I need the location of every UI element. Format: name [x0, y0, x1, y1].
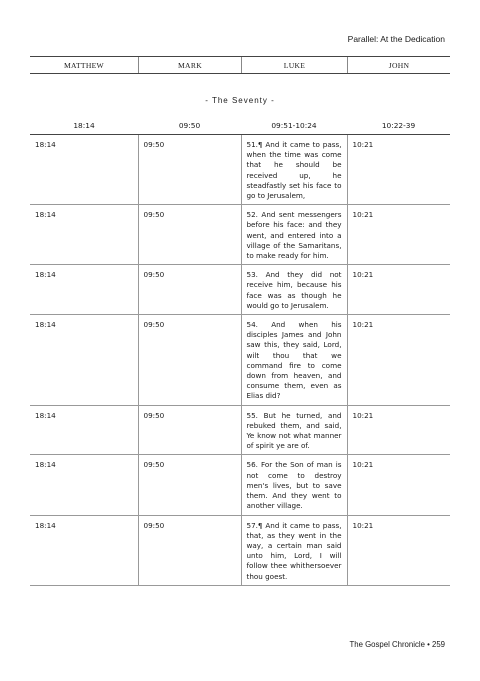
gospel-john: JOHN — [347, 57, 450, 73]
column-header-matthew: 18:14 — [30, 118, 138, 135]
mark-ref: 09:50 — [138, 515, 241, 585]
john-ref: 10:21 — [347, 455, 450, 515]
luke-verse: 55. But he turned, and rebuked them, and said, Ye know not what manner of spirit ye are of. — [241, 405, 347, 455]
column-header-john: 10:22-39 — [347, 118, 450, 135]
table-row — [30, 265, 450, 315]
matthew-ref: 18:14 — [30, 265, 138, 315]
gospel-matthew: MATTHEW — [63, 60, 105, 70]
john-ref: 10:21 — [347, 515, 450, 585]
mark-ref: 09:50 — [138, 315, 241, 406]
john-ref: 10:21 — [347, 135, 450, 205]
column-header-row — [30, 118, 450, 135]
table-row — [30, 315, 450, 406]
table-row — [30, 135, 450, 205]
luke-verse: 51.¶ And it came to pass, when the time was come that he should be received up, he steadfastly set his face to go to Jerusalem, — [241, 135, 347, 205]
matthew-ref: 18:14 — [30, 405, 138, 455]
john-ref: 10:21 — [347, 405, 450, 455]
gospel-header — [30, 56, 450, 74]
page-footer: The Gospel Chronicle • 259 — [349, 640, 445, 649]
gospel-luke: LUKE — [241, 57, 347, 73]
reference-table — [30, 118, 450, 586]
section-title: - The Seventy - — [205, 96, 275, 105]
matthew-ref: 18:14 — [30, 205, 138, 265]
luke-verse: 57.¶ And it came to pass, that, as they went in the way, a certain man said unto him, Lord, I will follow thee whithersoever thou goest. — [241, 515, 347, 585]
column-header-luke: 09:51-10:24 — [241, 118, 347, 135]
luke-verse: 52. And sent messengers before his face: and they went, and entered into a village of the Samaritans, to make ready for him. — [241, 205, 347, 265]
luke-verse: 53. And they did not receive him, because his face was as though he would go to Jerusalem. — [241, 265, 347, 315]
table-row — [30, 205, 450, 265]
table-row — [30, 405, 450, 455]
page-title: Parallel: At the Dedication — [347, 34, 445, 44]
mark-ref: 09:50 — [138, 205, 241, 265]
mark-ref: 09:50 — [138, 265, 241, 315]
gospel-mark: MARK — [138, 57, 241, 73]
mark-ref: 09:50 — [138, 455, 241, 515]
table-row — [30, 515, 450, 585]
column-header-mark: 09:50 — [138, 118, 241, 135]
matthew-ref: 18:14 — [30, 515, 138, 585]
matthew-ref: 18:14 — [30, 455, 138, 515]
luke-verse: 56. For the Son of man is not come to destroy men's lives, but to save them. And they went to another village. — [241, 455, 347, 515]
matthew-ref: 18:14 — [30, 315, 138, 406]
john-ref: 10:21 — [347, 265, 450, 315]
mark-ref: 09:50 — [138, 405, 241, 455]
table-row — [30, 455, 450, 515]
john-ref: 10:21 — [347, 315, 450, 406]
john-ref: 10:21 — [347, 205, 450, 265]
luke-verse: 54. And when his disciples James and John saw this, they said, Lord, wilt thou that we command fire to come down from heaven, and consume them, even as Elias did? — [241, 315, 347, 406]
matthew-ref: 18:14 — [30, 135, 138, 205]
mark-ref: 09:50 — [138, 135, 241, 205]
